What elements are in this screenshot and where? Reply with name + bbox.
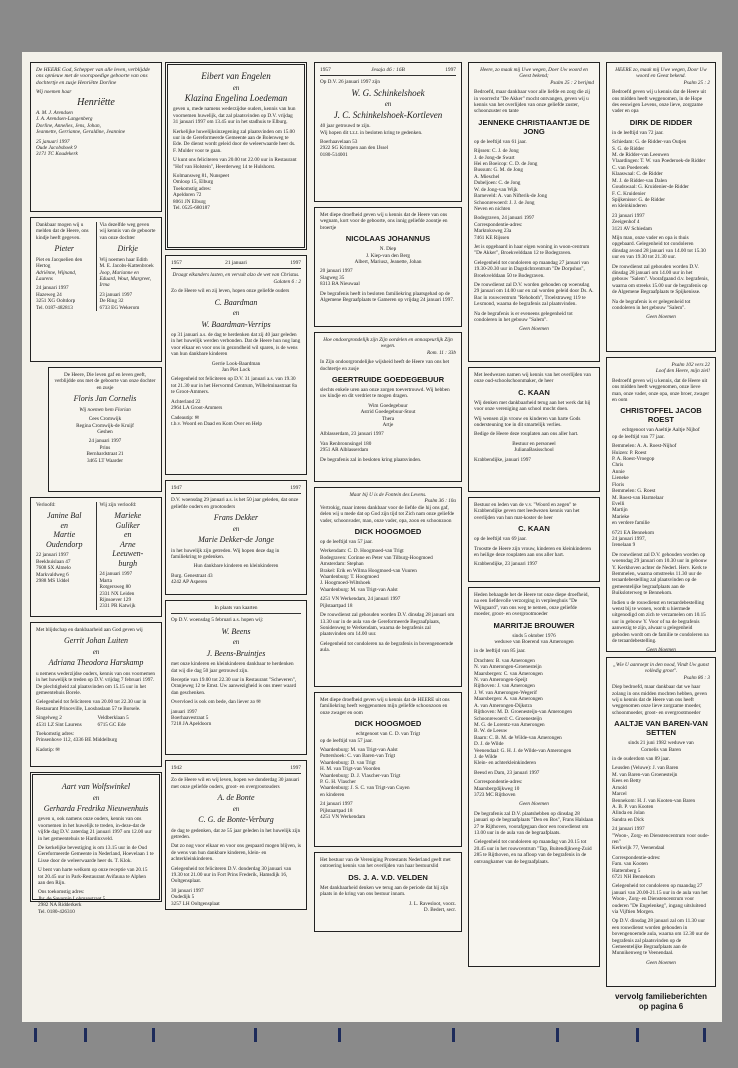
parents: A. M. J. Arendsen J. A. Arendsen-Langenberg Dorline, Annelies, Jens, Johan, Jeannette, Gerrianne, Geraldine, Jeannine: [36, 110, 126, 136]
child-name: Henriëtte: [77, 96, 115, 108]
body-text: met onze kinderen en kleinkinderen dankbaar te herdenken dat wij die dag 50 jaar getrouwd zijn.: [171, 661, 294, 674]
deceased-name: C. KAAN: [518, 524, 550, 534]
siblings: Adriënne, Wijnand, Laurens: [36, 269, 77, 282]
child-name: Dirkje: [117, 244, 138, 254]
age: op de leeftijd van 77 jaar.: [612, 433, 665, 440]
bride-name: Klazina Engelina Loedeman: [184, 92, 288, 103]
date: 21 januari: [225, 260, 247, 266]
anniversary-baardman: [165, 255, 307, 475]
age: op de leeftijd van 57 jaar.: [320, 539, 373, 546]
registration-mark: [84, 1028, 87, 1042]
body-text: u nemens wederzijdse ouders, kennis van ons voornemen in het huwelijk te treden op D.V. vrijdag 7 februari 1997. De plechtigheid zal plaatsvinden om 15.15 uur in het gemeentehuis Borele.: [36, 670, 155, 697]
husband-name: Frans Dekker: [213, 513, 259, 523]
engagement-announcements: [30, 497, 162, 617]
bible-reference: Rom. 11 : 33b: [426, 349, 456, 356]
address: Hazeweg 24 3251 XG Ooltdorp Tel. 0187-482813: [36, 291, 76, 311]
registration-mark: [452, 1028, 455, 1042]
no-flowers: Geen bloemen: [519, 326, 549, 333]
deceased-name: C. KAAN: [518, 387, 550, 397]
bible-quote: „Wie U aanroept in den nood, Vindt Uw gunst volledig groot".: [613, 662, 709, 675]
ad-intro: Met leedwezen namen wij kennis van het overlijden van onze oud-schoolschoonmaker, de heer: [474, 372, 591, 385]
body-text: Gelegenheid tot feliciteren op D.V. 31 januari a.s. van 19.30 tot 21.30 uur in het Hervormd Centrum, Wilhelminastraat 8a te Groot-Ammers.: [171, 376, 297, 396]
deceased-name: DICK HOOGMOED: [354, 527, 422, 537]
address: Pijlstaartpad 18 4251 VN Werkendam: [320, 807, 366, 821]
ad-intro: Met blijdschap en dankbaarheid aan God geven wij: [36, 627, 143, 633]
birth-announcement-pieter-dirkje: [30, 217, 162, 362]
continued-on-page: vervolg familieberichten op pagina 6: [614, 992, 708, 1011]
date: Bodegraven, 24 januari 1997: [474, 215, 535, 222]
bride-name: Adriana Theodora Harskamp: [48, 658, 144, 668]
body-text: De rouwdienst zal D.V. gehouden worden op woensdag 29 januari om 10.30 uur in gebouw Y. Kerkhoven achter de Nederl. Herv. Kerk te Bemmelen, waarna omstreeks 11.30 uur de teraardebestelling zal plaatsvinden op de gemeentelijke begraafplaats aan de Buiksloterweg te Bennekom.: [612, 551, 708, 597]
body-text: Kerkelijke huwelijksinzegening zal plaatsvinden om 15.00 uur in de Gereformeerde Gemeente aan de Bolenweg te Ede. De dienst wordt geleid door de weleerwaarde heer ds. F. Mulder voor te gaan.: [173, 128, 296, 154]
date: 24 januari 1997: [36, 285, 69, 292]
date: 20 januari 1997: [320, 268, 353, 275]
body-text: Mijn man, onze vader en opa is thuis opgebaard. Gelegenheid tot condoleren dinsdag avond 28 januari van 14.00 tot 15.30 uur en van 19.30 tot 21.30 uur.: [612, 234, 706, 261]
death-notice-brouwer: [468, 587, 600, 967]
body-text: geven u, ook namens onze ouders, kennis van ons voornemen in het huwelijk te treden, in-deze-dat de vijfde dag D.V. zaterdag 21 januari 1997 om 12.00 uur in het gemeentehuis te Hardinxveld.: [38, 816, 152, 842]
nickname: Wij noemen hem Florian: [79, 406, 131, 413]
age: in de leeftijd van 72 jaar.: [612, 129, 664, 136]
address: Beekhuislaan 47 7608 SX Almelo Markvaldweg 6 2988 MS Uddel: [36, 558, 71, 585]
date: januari 1997: [171, 708, 198, 715]
address: Kolmansweg 81, Nunspeet Omloop 15, Elburg Toekomstig adres: Apeldoren 72 8061 JN Elburg Tel. 0525-680187: [173, 173, 230, 212]
year-start: 1942: [171, 765, 182, 771]
deceased-name: JENNEKE CHRISTIAANTJE DE JONG: [478, 117, 590, 136]
ad-intro: In Zijn ondoorgrondelijke wijsheid heeft de Heere van ons het dochtertje en zusje: [320, 359, 450, 372]
family: Schiedam: G. de Ridder-van Outjen S. G. de Ridder M. de Ridder-van Leeuwen Vlaardingen: T. W. van Poederoek-de Ridder C. van Poederoek Klaaswaal: C. de Ridder M. J. de Ridder-van Dalen Goudswaal: G. Kruidenier-de Ridder F. C. Kruidenier Spijkenisse: G. de Ridder en kleinkinderen: [612, 139, 706, 210]
bride-name: Gerharda Fredrika Nieuwenhuis: [43, 803, 149, 813]
parents: Piet en Jacquelien den Hertog: [36, 256, 83, 270]
wife-name: Marie Dekker-de Jonge: [198, 535, 274, 545]
anniversary-dekker: [165, 480, 307, 595]
wife-name: J. C. Schinkelshoek-Kortleven: [333, 109, 443, 120]
no-flowers: Geen bloemen: [646, 959, 676, 966]
address: 4251 VN Werkendam, 24 januari 1997 Pijlstaartpad 18: [320, 596, 401, 609]
husband-name: W. G. Schinkelshoek: [351, 87, 425, 98]
year-end: 1997: [290, 765, 301, 771]
correspondence-address: Correspondentie-adres: Fam. van Kooten Hattemberg 5 6721 NH Bennekom: [612, 854, 661, 880]
address: Marta Rotgersweg 80 2331 NX Leiden Rijnsoever 129 2331 PR Katwijk: [99, 577, 136, 610]
address: Correspondentie-adres: Maarsbergdijkweg 10 3723 MC Rijthoven: [474, 779, 523, 798]
death-notice-kaan-church: [468, 497, 600, 582]
year-start: 1957: [171, 260, 182, 266]
body-text: Dat zo nog voor elkaar en voor ons gespaard mogen blijven, is de wens van hun dankbare kinderen, klein- en achterkleinkinderen.: [171, 843, 301, 863]
ad-intro: Met diepe droefheid geven wij u kennis dat de Heere van ons wegnam, kort voor de geboorte, ons innig geliefde zoontje en broertje: [320, 212, 448, 231]
body-text: De kerkelijke bevestiging is om 13.15 uur in de Oud Gereformeerde Gemeente in Nederland, Hoevelaan 1 te Lisse door de weleerwaarde heer ds. T. Klok.: [38, 845, 154, 864]
en: en: [232, 804, 240, 813]
wedding-announcement-wolfswinkel: [30, 772, 162, 915]
year-start: 1947: [171, 485, 182, 491]
date: 24 januari 1997: [612, 826, 645, 833]
family: Werkendam: C. D. Hoogmoed-van Trigt Bodegraven: Corinne en Peter van Tilburg-Hoogmoed Amsterdam: Stephan Brakel: Erik en Wilma Hoogmoed-van Vuuren Waardenburg: T. Hoogmoed J. Hoogmoed-Wiltshoek Waardenburg: M. van Trigt-van Aalst: [320, 548, 433, 593]
en: en: [92, 793, 100, 802]
address: Boerhaavestraat 5 7218 JA Apeldoorn: [171, 715, 212, 728]
bible-quote: Psalm 102 vers 22 Loof den Heere, mijn ziel!: [655, 362, 710, 375]
column-3: [314, 62, 462, 937]
address: Correspondentie-adres: Marktoksweg 23a 7461 KE Rijssen: [474, 221, 523, 241]
body-text: De rouwdienst zal gehouden worden D.V. dinsdag 28 januari om 13.30 uur in de aula van de Gereformeerde Begraafplaats, Sonidenweg te Werkendam, waarna de begrafenis zal plaatsvinden om 14.00 uur.: [320, 612, 455, 638]
parents: Cees Cromwijk Regina Cromwijk-de Kruijf Geshen: [76, 416, 134, 435]
registration-mark: [152, 1028, 155, 1042]
en: en: [384, 100, 392, 109]
body-text: Op D.V. dinsdag 28 januari zal om 11.30 uur een rouwdienst worden gehouden in bovengenoemde aula, waarna om 12.30 uur de begrafenis zal plaatsvinden op de Gemeentelijke Begraafplaats aan de Munnikenweg te Veenendaal.: [612, 918, 709, 957]
wedding-announcement-van-engelen: [165, 62, 307, 250]
body-text: op 31 januari a.s. de dag te herdenken dat zij 40 jaar geleden in het huwelijk werden verbonden. Dat de Heere hun nog lang voor elkaar en voor ons in gezondheid wil sparen, is de wens van hun dankbare kinderen: [171, 332, 301, 358]
ad-intro: Via dezelfde weg geven wij kennis van de geboorte van onze dochter: [99, 222, 156, 241]
family: Wim Goedegebuur Astrid Goedegebuur-Stout Thera Artje: [360, 402, 416, 429]
death-notice-van-baren: [606, 657, 716, 987]
ad-intro: Dankbaar mogen wij u melden dat de Heere, ons kindje heeft gegeven.: [36, 222, 89, 241]
ad-intro: De Heere, Die leven gaf en leven geeft, verblijdde ons met de geboorte van onze dochter en zusje: [54, 372, 156, 391]
age: in de ouderdom van 89 jaar.: [612, 756, 670, 763]
date: 22 januari 1997: [36, 552, 69, 559]
body-text: Troostte de Heere zijn vrouw, kinderen en kleinkinderen en heilige deze rouplaten aan ons aller hart.: [474, 545, 592, 559]
deceased-name: CHRISTOFFEL JACOB ROEST: [620, 406, 702, 425]
ad-intro: Het bestuur van de Vereniging Protestants Nederland geeft met ontroering kennis van het overlijden van haar bestuurslid: [320, 857, 451, 870]
body-text: De begrafenis heeft in besloten familiekring plaatsgehad op de Algemene Begraafplaats te Gameren op vrijdag 24 januari 1997.: [320, 290, 455, 304]
bible-reference: Jesaja 46 : 16B: [371, 67, 405, 73]
registration-mark: [556, 1028, 559, 1042]
ad-intro: Zo de Heere wil en zij leven, hopen onze geliefde ouders: [171, 288, 290, 295]
bible-reference: Galaten 6 : 2: [273, 278, 301, 285]
anniversary-schinkelshoek: [314, 62, 462, 202]
body-text: slechts enkele uren aan onze zorgen toevertrouwd. Wij hebben uw kindje en dit verdriet te mogen dragen.: [320, 387, 450, 400]
en: en: [232, 309, 240, 318]
year-end: 1997: [290, 485, 301, 491]
body-text: Met dankbaarheid denken we terug aan de periode dat hij zijn plaats in de kring van ons bestuur innam.: [320, 884, 449, 898]
body-text: Gelegenheid tot condoleren na de begrafenis in bovengenoemde aula.: [320, 640, 454, 654]
ad-intro: Zo de Heere wil en wij leven, hopen we donderdag 30 januari met onze geliefde ouders, groot- en overgrootouders: [171, 777, 300, 790]
death-notice-hoogmoed-inlaws: [314, 692, 462, 847]
en: en: [232, 83, 240, 92]
column-1: [30, 62, 162, 915]
future-address: Toekomstig adres: Prinsenhove 112, 4336 BE Middelburg: [36, 731, 118, 744]
date: Krabbendijke, januari 1997: [474, 456, 531, 463]
address: Singelweg 2 4531 LZ Sint Laurens: [36, 715, 82, 728]
widow-of: sinds 5 oktober 1976 weduwe van Boerend van Amerongen: [494, 632, 574, 646]
date: Beesd en Dam, 23 januari 1997: [474, 769, 540, 776]
engagement-left: [36, 502, 93, 610]
body-text: U bent van harte welkom op onze receptie van 20.15 tot 20.45 uur in Park-Restaurant Avifauna te Alphen aan den Rijn.: [38, 867, 148, 887]
body-text: Indien u de rouwdienst en teraardebestelling wenst bij te wonen, wordt u hiermede uitgenodigd om zich te verzamelen om 10.15 uur in gebouw Y. Voor of na de begrafenis aanwezig te zijn, alwaar u gelegenheid geboden wordt om de familie te condoleren na de teraardebestelling.: [612, 599, 709, 645]
deceased-name: AALTJE VAN BAREN-VAN SETTEN: [614, 719, 708, 738]
body-text: Gelegenheid tot condoleren op maandag 27 januari van 19.30-20.30 uur in Dagstichtcentrum "De Dorpshus", Broekvelddaan 50 te Bodegraven.: [474, 259, 589, 279]
deceased-name: DIRK DE RIDDER: [629, 117, 693, 127]
column-2: [165, 62, 307, 915]
ad-intro: Op D.V. woensdag 5 februari a.s. hopen wij:: [171, 617, 264, 624]
body-text: De begrafenis zal in besloten kring plaatsvinden.: [320, 456, 422, 463]
en: en: [92, 647, 100, 656]
groom-name: Gerrit Johan Luiten: [64, 636, 128, 646]
couple-names: Janine Bal en Martie Oudendorp: [46, 511, 83, 549]
gift-tip: Cadeautip: ✉ t.b.v. Woord en Daad en Kom Over en Help: [171, 414, 262, 427]
body-text: Gelegenheid tot feliciteren van 20.00 tot 22.30 uur in Restaurant Princeville, Loosbaslaan 57 te Borsele.: [36, 699, 147, 712]
scan-registration-marks: [0, 1028, 738, 1048]
year-start: 1957: [320, 67, 331, 73]
death-notice-de-ridder: [606, 62, 716, 352]
date: 24 januari 1997: [320, 801, 353, 808]
family: Bemmelen: A. A. Roest-Nijhof Huizen: P. Roest P. A. Roest-Vroegop Chris Annie Lieneke Floris Bemmelen: G. Roest M. Roest-van Harmelaar Evelli Martijn Marieke en verdere familie: [612, 443, 677, 527]
ad-intro: Bedroefd, maar dankbaar voor alle liefde en zorg die zij in voorrecht "De Akker" mocht ontvangen, geven wij u kennis van het overlijden van onze geliefde zuster, schoonzuster en tante: [474, 89, 590, 115]
parents: Wij noemen haar Edith M. E. Jacobs-Kattenbroek: [99, 256, 154, 270]
spouse: echtgenoot van C. D. van Trigt: [355, 731, 421, 738]
body-text: Gelegenheid tot feliciteren D.V. donderdag 30 januari van 19.30 tot 21.00 uur in Fort Prins Frederik, Hamsdijk 16, Ooltgensplaat.: [171, 865, 292, 885]
left-ad: [36, 222, 93, 311]
ad-tagline: Wij noemen haar: [36, 89, 72, 96]
anniversary-beens: [165, 600, 307, 755]
family: Waardenburg: M. van Trigt-van Aalst Puttershoek: C. van Baren-van Trigt Waardenburg: D. van Trigt H. M. van Trigt-van Voorden Waardenburg: D. J. Vlascher-van Trigt P. G. H. Vlascher Waardenburg: J. S. C. van Trigt-van Cuyen en kinderen: [320, 747, 410, 798]
family: N. Diep J. Kiep-van den Berg Albert, Mariusz, Jeanette, Johan: [354, 246, 422, 266]
bible-reference: Psalm 25 : 2: [683, 79, 710, 86]
bible-reference: Psalm 36 : 10a: [424, 498, 456, 505]
en: en: [232, 638, 240, 647]
date: Krabbendijke, 23 januari 1997: [474, 561, 538, 568]
birth-announcement-floris: [48, 367, 162, 492]
wife-name: W. Baardman-Verrips: [201, 319, 271, 329]
body-text: geven u, mede namens wederzijdse ouders, kennis van hun voornemen huwelijk, dat zal plaatsvinden op D.V. vrijdag 31 januari 1997 om 13.45 uur in het stadhuis te Elburg.: [173, 106, 296, 126]
ad-intro: Met diepe droefheid geven wij u kennis dat de HEERE uit ons familiekring heeft weggenomen mijn geliefde schoonzoon en onze zwager en oom: [320, 697, 450, 716]
label: Verloofd:: [36, 502, 56, 508]
age: op de leeftijd van 61 jaar.: [474, 138, 527, 145]
body-text: U kunt ons feliciteren van 20.00 tot 22.00 uur in Restaurant "Hof van Holstein", Heerderweg 14 te Hulshorst.: [173, 157, 297, 170]
year-end: 1997: [290, 260, 301, 266]
address: Oude Jacobshoek 9 3171 TC Koudekerk: [36, 145, 78, 158]
registration-mark: [338, 1028, 341, 1042]
no-flowers: Geen bloemen: [646, 647, 676, 654]
family: Drachten: B. van Amerongen N. van Amerongen-Groenesteijn Maarsbergen: C. van Amerongen N. van Amerongen-Speijt Rijthoven: J. van Amerongen J. W. van Amerongen-Wegerif Maarsbergen: A. van Amerongen A. van Amerongen-Dijkstra Rijthoven: M. D. Groenesteijn-van Amerongen Schoonrewoerd: C. Groenesteijn M. G. de Lorentz-van Amerongen B. W. de Leeuw Baarn: C. B. M. de Wilde-van Amerongen D. J. de Wilde Veenendaal: G. H. J. de Wilde-van Amerongen J. de Wilde Klein- en achterkleinkinderen: [474, 657, 572, 767]
address: De Ring 32 6733 EG Wekerom: [99, 298, 140, 311]
ad-intro: Op D.V. 26 januari 1997 zijn: [320, 79, 380, 86]
body-text: de dag te gedenken, dat ze 55 jaar geleden in het huwelijk zijn getreden.: [171, 827, 301, 841]
body-text: in het huwelijk zijn getreden. Wij hopen deze dag in familiekring te gedenken.: [171, 547, 280, 561]
ad-title: In plaats van kaarten: [171, 605, 301, 614]
death-notice-kaan-school: [468, 367, 600, 492]
signature: Bestuur en personeel JulianaBasisschool: [512, 440, 556, 454]
body-text: Gelegenheid tot condoleren op maandag van 20.15 tot 20.45 uur in het rouwcentrum "Tap, Buitendijkweg-Zuid 285 te Rijthoven, en na afloop van de begrafenis in de ontvangkamer van de begraafplaats.: [474, 839, 592, 865]
ad-intro: Vertrokig, maar intens dankbaar voor de liefde die hij ons gaf, delen wij u mede dat op God zijn tijd tot Zich nam onze geliefde vader, schoonvader, man, onze vader, opa, zoon en schoonzoon: [320, 504, 455, 524]
bible-quote: Draagt elkanders lasten, en vervult alzo de wet van Christus.: [172, 272, 300, 279]
deceased-name: DICK HOOGMOED: [354, 719, 422, 729]
column-5: [606, 62, 716, 1012]
body-text: Overvloed is ook om bede, dan liever zo ✉: [171, 699, 261, 706]
deceased-name: DS. J. A. V.D. VELDEN: [348, 872, 428, 882]
widow-of: sinds 21 juni 1982 weduwe van Cornelis van Baren: [628, 740, 694, 753]
body-text: Receptie van 19.00 tot 22.30 uur in Restaurant "Scheveren", Oranjeweg 12 te Emst. Uw aanwezigheid is ons meer waard dan geschenken.: [171, 677, 297, 696]
age: in de leeftijd van 85 jaar.: [474, 648, 526, 655]
body-text: Jet is opgebaard in haar eigen woning in woon-centrum "De Akker", Broekvelddaan 12 te Bodegraven.: [474, 243, 590, 257]
newspaper-page: [22, 52, 722, 1022]
husband-name: W. Beens: [221, 626, 251, 636]
husband-name: C. Baardman: [214, 297, 258, 307]
body-text: Wij wensen zijn vrouw en kinderen van harte Gods ondersteuning toe in dit smartelijk verlies.: [474, 415, 581, 429]
date: 24 januari 1997: [99, 571, 133, 578]
address: Oudedijk 5 3257 LH Ooltgensplaat: [171, 894, 220, 907]
no-flowers: Geen bloemen: [646, 314, 676, 321]
deceased-name: MARRITJE BROUWER: [493, 620, 575, 630]
engagement-right: [96, 502, 157, 610]
groom-name: Aart van Wolfswinkel: [61, 782, 131, 791]
death-notice-van-der-velden: [314, 852, 462, 932]
age: op de leeftijd van 57 jaar.: [320, 737, 373, 744]
body-text: Wij denken met dankbaarheid terug aan het werk dat hij voor onze vereniging aan school mocht doen.: [474, 399, 591, 413]
date: 23 januari 1997: [99, 291, 133, 298]
address: Boerhaavelaan 53 2922 SG Krimpen aan den IJssel 0180-514001: [320, 139, 389, 158]
deceased-name: GEERTRUIDE GOEDEGEBUUR: [331, 375, 445, 385]
year-end: 1997: [445, 67, 456, 73]
registration-mark: [34, 1028, 37, 1042]
deceased-name: NICOLAAS JOHANNUS: [345, 234, 431, 244]
future-address: Ons toekomstig adres: Jhr. de Savornin Lohmanstraat 5 2982 NA Ridderkerk Tel. 0180-426310: [38, 889, 106, 915]
address: Prins Bernhardstraat 21 3465 LT Waarder: [86, 444, 124, 464]
wedding-announcement-luiten: [30, 622, 162, 767]
address: Slagweg 35 8313 BA Nieuwaal: [320, 274, 360, 288]
family: Rijssen: C. J. de Jong J. de Jong-de Swart Hei en Boeicop: C. D. de Jong Bussum: G. M. de Jong A. Mieschel Dubeljoen: C. de Jong W. de Jong-van Wijk Barneveld: A. van Nifterik-de Jong Schoonrewoerd: J. J. de Jong Neven en nichten: [474, 148, 548, 212]
registration-mark: [636, 1028, 639, 1042]
wife-name: C. G. de Bonte-Verburg: [198, 815, 274, 825]
death-notice-goedegebuur: [314, 332, 462, 482]
ad-intro: Diep bedroefd, maar dankbaar dat we haar zolang in ons midden mochten hebben, geven wij u kennis dat de Heere van ons heeft weggenomen onze lieve zorgzame moeder, schoonmoeder, groot- en overgrootmoeder: [612, 684, 707, 716]
body-text: De begrafenis zal D.V. plaatshebben op dinsdag 28 januari op de begraafplaats "Den en Bos", Frans Halslaan 27 te Rijthoven, voorafgegaan door een rouwdienst om 13.00 uur in de aula van de begraafplaats.: [474, 810, 594, 836]
address: "Woon-, Zorg- en Dienstencentrum voor oude-ren" Kerkwijk 77, Veenendaal: [612, 832, 710, 852]
address: 6721 EA Bennekom 24 januari 1997, Irenelaan 9: [612, 529, 655, 549]
address: Zeeigenhof 4 3121 AV Schiedam: [612, 219, 652, 232]
anniversary-de-bonte: [165, 760, 307, 910]
bible-quote: Hoe ondoorgrondelijk zijn Zijn oordelen en onnaspeurlijk Zijn wegen.: [323, 337, 453, 350]
en: en: [232, 524, 240, 533]
ad-intro: De HEERE God, Schepper van alle leven, verblijdde ons opnieuw met de voorspoedige geboorte van ons dochtertje en zusje Henriëtte Dorline: [36, 67, 150, 86]
ad-intro: Bedroefd geven wij u kennis, dat de Heere uit ons midden heeft weggenomen, onze lieve man, onze vader, onze opa, onze broer, zwager en oom: [612, 377, 710, 404]
body-text: Na de begrafenis is er eveneens gelegenheid tot condoleren in het gebouw "Salem".: [474, 310, 573, 323]
body-text: De rouwdienst zal D.V. worden gehouden op woensdag 29 januari om 14.00 uur en zal worden geleid door Ds. A. Bac in rouwcentrum "Rehoboth", Troelstraweg 119 te Lexmond, waarna de begrafenis zal plaatsvinden.: [474, 281, 594, 308]
gift-tip: Kadotip: ✉: [36, 746, 60, 753]
bible-reference: Psalm 25 : 2 berijmd: [550, 79, 594, 86]
signature: J. L. Ravesloot, voorz. D. Bedert, secr.: [409, 900, 456, 914]
column-4: [468, 62, 600, 972]
date: 25 januari 1997: [36, 138, 70, 145]
ad-intro: Bestuur en leden van de v.v. "Woord en zegen" te Krabbendijke geven met leedwezen kennis van het overlijden van hun mat-koster de heer: [474, 502, 580, 521]
body-text: 40 jaar getrouwd te zijn. Wij hopen dit t.z.t. in besloten kring te gedenken.: [320, 123, 423, 136]
date: 24 januari 1997: [88, 438, 122, 445]
children: Gerrie Look-Baardman Jan Piet Lock: [211, 360, 261, 374]
registration-mark: [703, 1028, 706, 1042]
death-notice-de-jong: [468, 62, 600, 362]
ad-intro: Bedroefd geven wij u kennis dat de Heere uit ons midden heeft weggenomen, in de Hope des eeuwigen Levens, onze lieve, zorgzame vader en opa: [612, 89, 706, 115]
family: Leusden (Veluwe): J. van Baren M. van Baren-van Groenesteijn Kees en Betty Arnold Marcel Bennekom: H. J. van Kooten-van Baren A. B. P. van Kooten Alinda en Jolan Sandra en Dick: [612, 765, 696, 823]
child-name: Pieter: [54, 244, 75, 254]
label: Wij zijn verloofd:: [99, 502, 137, 508]
siblings: Joop, Marianne en Eduard, Wout, Margreet, Irma: [99, 269, 152, 289]
birth-announcement-henriette: [30, 62, 162, 212]
child-name: Floris Jan Cornelis: [73, 394, 137, 404]
bible-quote: Maar bij U is de Fontein des Levens.: [349, 492, 427, 498]
body-text: De rouwdienst zal gehouden worden D.V. dinsdag 28 januari om 14.00 uur in het gebouw "Salem". Voorafgaand d.v. begrafenis, waarna om streeks 15.00 uur de begrafenis op de Algemene Begraafplaats te Spijkenisse.: [612, 263, 709, 296]
date: 23 januari 1997: [612, 212, 645, 219]
address: Veldberklaan 5 6715 GC Ede: [97, 715, 129, 728]
spouse: echtgenoot van Aaeltije Aaltje Nijhof: [622, 427, 700, 434]
no-flowers: Geen bloemen: [519, 801, 549, 808]
bible-quote: HEERE zo, maak mij Uwe wegen, Door Uw woord en Geest bekend.: [615, 67, 707, 80]
body-text: Bedige de Heere deze rouplaten aan ons aller hart.: [474, 431, 579, 438]
children: Hun dankbare kinderen en kleinkinderen: [193, 563, 279, 570]
ad-intro: Heden behaagde het de Heere tot onze diepe droefheid, na een liefdevolle verzorging in verpleeghuis "De Wijngaard", van ons weg te nemen, onze geliefde moeder, groot- en overgrootmoeder: [474, 592, 589, 618]
bible-quote: Heere, zo maak mij Uwe wegen, Doer Uw woord en Geest bekend;: [480, 67, 588, 80]
bible-reference: Psalm 86 : 3: [683, 674, 710, 681]
right-ad: [96, 222, 157, 311]
date: Alblasserdam, 23 januari 1997: [320, 431, 384, 438]
couple-names: Marieke Guliker en Arne Leeuwen- burgh: [112, 511, 144, 568]
body-text: Na de begrafenis is er gelegenheid tot condoleren in het gebouw "Salem".: [612, 298, 691, 311]
address: Achterland 22 2964 LA Groot-Ammers: [171, 398, 223, 412]
address: Van Renbronnsingel 180 2951 AR Alblasserdam: [320, 440, 372, 454]
address: Burg. Genestraat 43 4242 AP Asperen: [171, 572, 213, 586]
age: op de leeftijd van 69 jaar.: [474, 536, 527, 543]
husband-name: A. de Bonte: [217, 793, 255, 803]
registration-mark: [254, 1028, 257, 1042]
body-text: Gelegenheid tot condoleren op maandag 27 januari van 20.00-21.15 uur in de aula van het Woon-, Zorg- en Dienstencentrum voor ouderen "De Engelenkeg", ingang uitsluitend via Vijftien Morgen.: [612, 883, 708, 915]
ad-intro: D.V. woensdag 29 januari a.s. is het 50 jaar geleden, dat onze geliefde ouders en grootouders: [171, 497, 299, 510]
death-notice-roest: [606, 357, 716, 652]
death-notice-nicolaas: [314, 207, 462, 327]
date: 30 januari 1997: [171, 887, 204, 894]
death-notice-hoogmoed-family: [314, 487, 462, 687]
groom-name: Eibert van Engelen: [201, 71, 271, 81]
wife-name: J. Beens-Bruintjes: [206, 648, 266, 658]
